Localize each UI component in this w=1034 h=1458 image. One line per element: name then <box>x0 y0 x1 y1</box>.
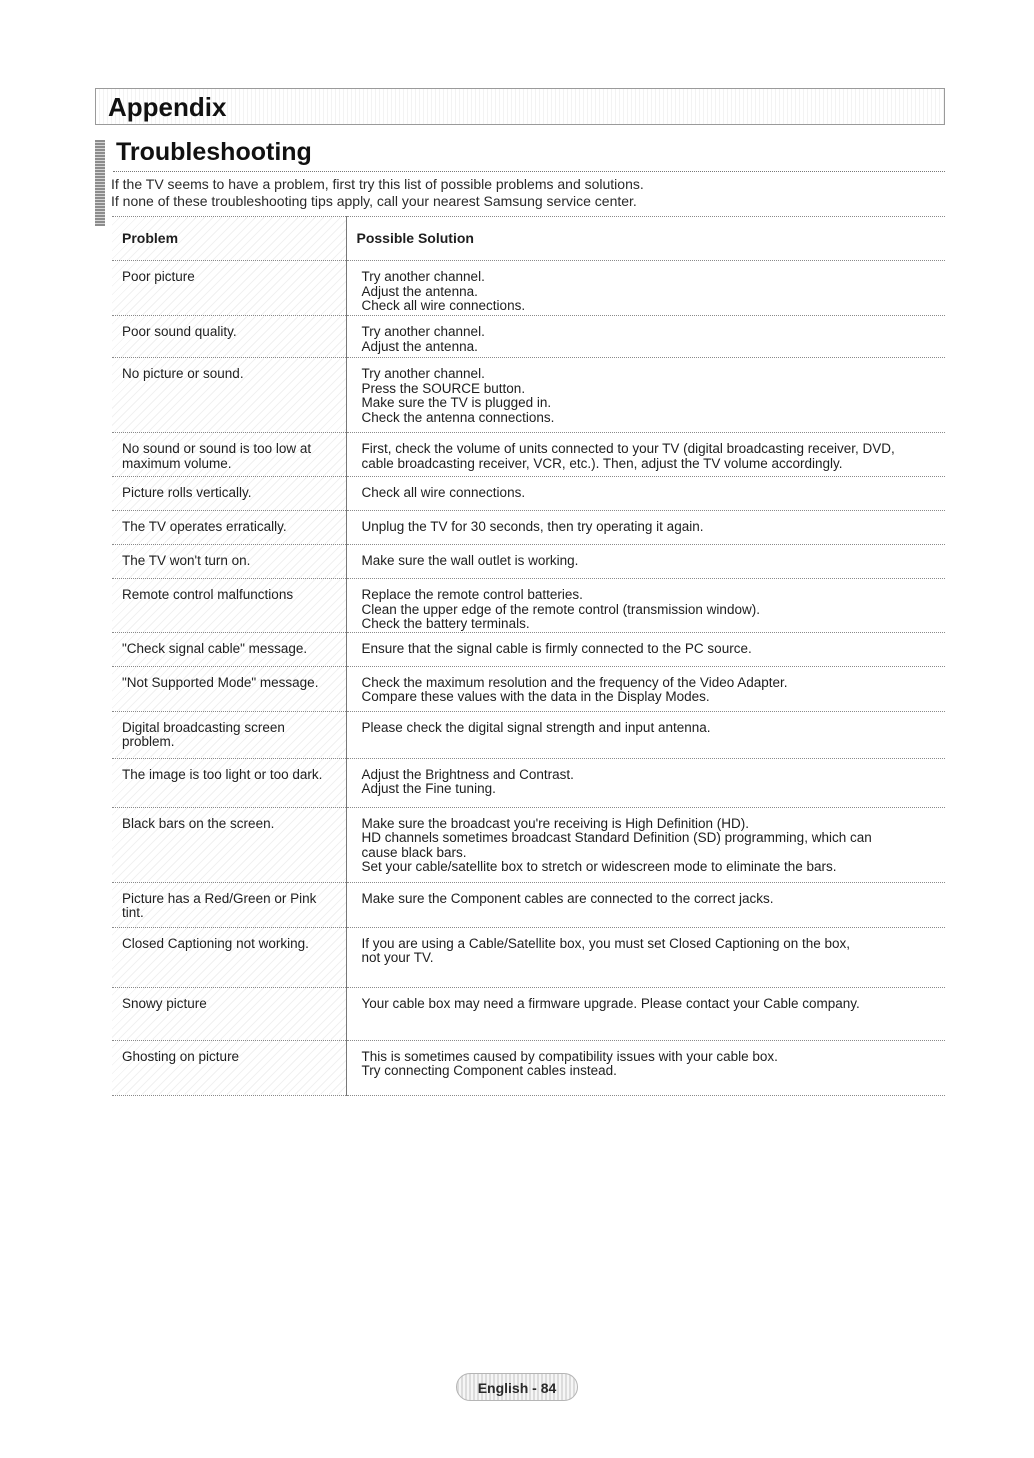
solution-line: Make sure the broadcast you're receiving is High Definition (HD). <box>361 815 749 831</box>
problem-cell: Remote control malfunctions <box>112 579 346 633</box>
solution-line: Clean the upper edge of the remote control (transmission window). <box>361 601 760 617</box>
solution-line: Make sure the wall outlet is working. <box>361 553 579 568</box>
table-row <box>112 632 945 666</box>
header-problem: Problem <box>112 217 346 261</box>
appendix-title: Appendix <box>108 92 227 122</box>
appendix-header <box>95 88 945 125</box>
solution-line: Check all wire connections. <box>361 298 526 313</box>
solution-line: Set your cable/satellite box to stretch or widescreen mode to eliminate the bars. <box>361 859 837 874</box>
solution-line: Try another channel. <box>361 366 485 381</box>
solution-line: Adjust the antenna. <box>361 283 478 299</box>
solution-line: Check the maximum resolution and the frequency of the Video Adapter. <box>361 674 788 690</box>
solution-line: HD channels sometimes broadcast Standard Definition (SD) programming, which can <box>361 830 872 845</box>
header-solution: Possible Solution <box>346 217 945 261</box>
table-row <box>112 666 945 711</box>
table-row <box>112 987 945 1040</box>
solution-cell <box>346 1040 945 1095</box>
solution-cell <box>346 807 945 882</box>
solution-line: Please check the digital signal strength and input antenna. <box>361 719 711 735</box>
solution-cell <box>346 316 945 358</box>
table-row <box>112 882 945 927</box>
problem-cell: Picture rolls vertically. <box>112 477 346 511</box>
solution-line: Make sure the Component cables are connected to the correct jacks. <box>361 890 774 906</box>
problem-cell: Picture has a Red/Green or Pink tint. <box>112 882 346 927</box>
problem-cell: "Check signal cable" message. <box>112 632 346 666</box>
solution-line: cause black bars. <box>361 844 467 860</box>
problem-cell: Snowy picture <box>112 987 346 1040</box>
solution-cell <box>346 358 945 433</box>
solution-line: not your TV. <box>361 950 434 965</box>
solution-cell <box>346 758 945 807</box>
solution-line: Ensure that the signal cable is firmly connected to the PC source. <box>361 640 752 656</box>
problem-cell: Black bars on the screen. <box>112 807 346 882</box>
table-row <box>112 477 945 511</box>
problem-cell: Closed Captioning not working. <box>112 927 346 987</box>
problem-cell: Poor picture <box>112 261 346 316</box>
problem-cell: "Not Supported Mode" message. <box>112 666 346 711</box>
solution-cell <box>346 545 945 579</box>
solution-line: Compare these values with the data in the Display Modes. <box>361 689 710 704</box>
table-row <box>112 1040 945 1095</box>
table-row <box>112 711 945 758</box>
intro-text <box>111 176 644 210</box>
solution-line: Replace the remote control batteries. <box>361 587 583 602</box>
solution-cell <box>346 261 945 316</box>
table-body <box>112 261 945 1096</box>
solution-cell <box>346 511 945 545</box>
solution-cell <box>346 477 945 511</box>
solution-cell <box>346 987 945 1040</box>
solution-cell <box>346 927 945 987</box>
table-row <box>112 358 945 433</box>
solution-line: Adjust the Brightness and Contrast. <box>361 766 574 782</box>
troubleshooting-table <box>112 216 945 1096</box>
table-row <box>112 758 945 807</box>
solution-line: Try connecting Component cables instead. <box>361 1063 617 1078</box>
section-title: Troubleshooting <box>116 138 312 166</box>
solution-cell <box>346 632 945 666</box>
solution-line: Check the antenna connections. <box>361 409 555 425</box>
problem-cell: The TV operates erratically. <box>112 511 346 545</box>
solution-line: Adjust the Fine tuning. <box>361 781 496 796</box>
solution-line: Try another channel. <box>361 269 485 284</box>
solution-line: cable broadcasting receiver, VCR, etc.). Then, adjust the TV volume accordingly. <box>361 455 843 471</box>
table-row <box>112 316 945 358</box>
problem-cell: Digital broadcasting screen problem. <box>112 711 346 758</box>
solution-cell <box>346 579 945 633</box>
table-row <box>112 807 945 882</box>
solution-line: Unplug the TV for 30 seconds, then try operating it again. <box>361 519 704 534</box>
problem-cell: No sound or sound is too low at maximum volume. <box>112 433 346 477</box>
intro-line: If none of these troubleshooting tips apply, call your nearest Samsung service center. <box>111 193 637 209</box>
problem-cell: No picture or sound. <box>112 358 346 433</box>
solution-line: Check all wire connections. <box>361 485 526 500</box>
solution-line: Make sure the TV is plugged in. <box>361 395 552 410</box>
section-divider <box>113 171 945 172</box>
solution-line: Press the SOURCE button. <box>361 380 526 396</box>
problem-cell: The image is too light or too dark. <box>112 758 346 807</box>
table-row <box>112 545 945 579</box>
solution-line: First, check the volume of units connected to your TV (digital broadcasting receiver, DVD, <box>361 441 895 456</box>
table-row <box>112 261 945 316</box>
page-number-badge: English - 84 <box>456 1373 578 1401</box>
table-row <box>112 579 945 633</box>
table-row <box>112 927 945 987</box>
table-row <box>112 511 945 545</box>
solution-line: Check the battery terminals. <box>361 616 530 631</box>
problem-cell: Poor sound quality. <box>112 316 346 358</box>
table-header-row <box>112 217 945 261</box>
solution-cell <box>346 882 945 927</box>
solution-cell <box>346 433 945 477</box>
problem-cell: The TV won't turn on. <box>112 545 346 579</box>
solution-line: If you are using a Cable/Satellite box, you must set Closed Captioning on the box, <box>361 935 851 951</box>
problem-cell: Ghosting on picture <box>112 1040 346 1095</box>
solution-line: Try another channel. <box>361 324 485 339</box>
solution-cell <box>346 711 945 758</box>
table-row <box>112 433 945 477</box>
solution-line: Your cable box may need a firmware upgrade. Please contact your Cable company. <box>361 995 860 1011</box>
section-marker <box>95 140 105 226</box>
solution-cell <box>346 666 945 711</box>
solution-line: This is sometimes caused by compatibility issues with your cable box. <box>361 1048 778 1064</box>
solution-line: Adjust the antenna. <box>361 338 478 354</box>
intro-line: If the TV seems to have a problem, first try this list of possible problems and solutions. <box>111 176 644 192</box>
